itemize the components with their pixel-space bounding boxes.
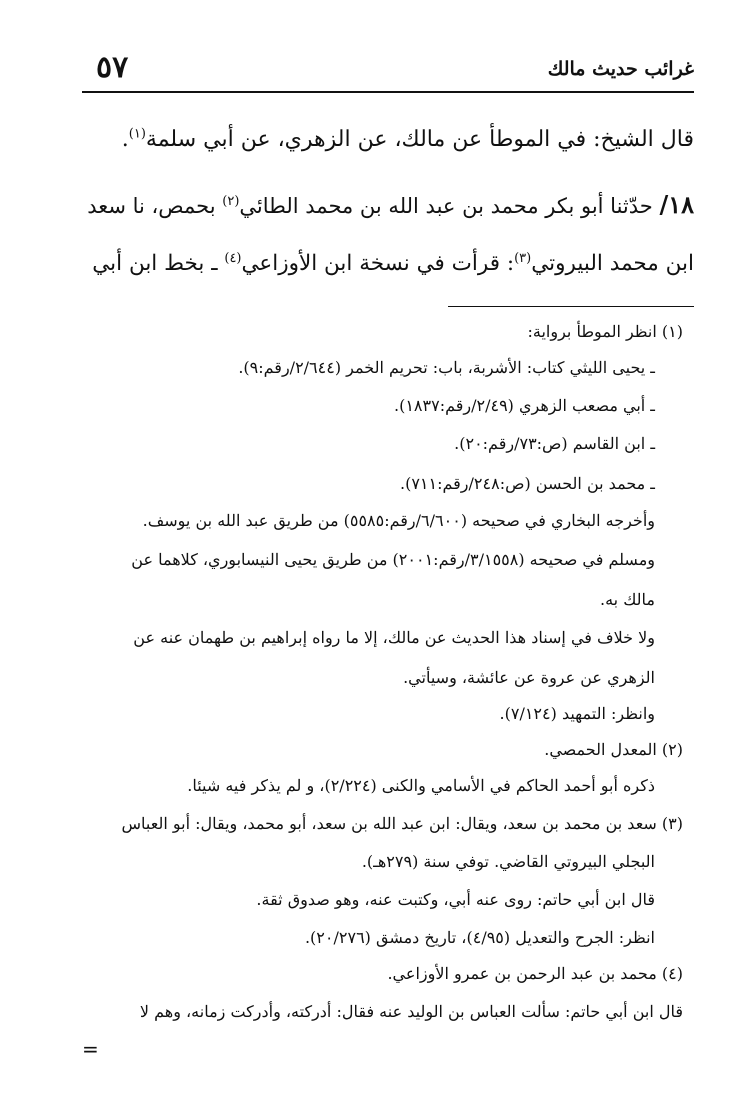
footnote-line: وأخرجه البخاري في صحيحه (٦/٦٠٠/رقم:٥٥٨٥) من طريق عبد الله بن يوسف.: [142, 511, 655, 530]
footnote-ref-2: (٢): [222, 194, 240, 209]
footnote-line: ذكره أبو أحمد الحاكم في الأسامي والكنى (٢/٢٢٤)، و لم يذكر فيه شيئا.: [187, 776, 655, 795]
footnote-line: وانظر: التمهيد (٧/١٢٤).: [499, 704, 655, 723]
footnote-line: ولا خلاف في إسناد هذا الحديث عن مالك، إلا ما رواه إبراهيم بن طهمان عنه عن: [133, 628, 655, 647]
body-text-segment: حدّثنا أبو بكر محمد بن عبد الله بن محمد الطائي: [239, 194, 653, 218]
running-title: غرائب حديث مالك: [547, 58, 694, 80]
header-rule: [82, 91, 694, 93]
body-line-1: [122, 127, 694, 152]
body-line-3: [92, 251, 694, 276]
footnote-line: (٣) سعد بن محمد بن سعد، ويقال: ابن عبد الله بن سعد، أبو محمد، ويقال: أبو العباس: [121, 814, 683, 833]
footnote-line: ـ محمد بن الحسن (ص:٢٤٨/رقم:٧١١).: [400, 474, 655, 493]
footnote-ref-4: (٤): [224, 250, 242, 266]
continuation-mark: =: [82, 1037, 99, 1061]
body-text-segment: بحمص، نا سعد: [87, 194, 216, 218]
hadith-number: ١٨/: [659, 190, 694, 219]
footnote-line: (٢) المعدل الحمصي.: [544, 740, 683, 759]
body-text-segment: : قرأت في نسخة ابن الأوزاعي: [241, 251, 515, 276]
body-text-segment: قال الشيخ: في الموطأ عن مالك، عن الزهري، عن أبي سلمة: [145, 127, 694, 152]
footnote-line: قال ابن أبي حاتم: روى عنه أبي، وكتبت عنه، وهو صدوق ثقة.: [256, 890, 655, 909]
page-number: ٥٧: [96, 50, 129, 85]
footnote-ref-1: (١): [128, 126, 146, 142]
body-text-segment: .: [121, 127, 129, 152]
footnote-line: ـ يحيى الليثي كتاب: الأشربة، باب: تحريم الخمر (٢/٦٤٤/رقم:٩).: [238, 358, 655, 377]
footnote-line: الزهري عن عروة عن عائشة، وسيأتي.: [403, 668, 655, 687]
footnote-separator: [448, 306, 694, 307]
footnote-line: (١) انظر الموطأ برواية:: [527, 322, 683, 341]
footnote-line: قال ابن أبي حاتم: سألت العباس بن الوليد عنه فقال: أدركته، وأدركت زمانه، وهم لا: [139, 1002, 683, 1021]
body-text-segment: ابن محمد البيروتي: [531, 251, 694, 276]
body-text-segment: ـ بخط ابن أبي: [92, 251, 218, 276]
body-line-2: [87, 190, 694, 219]
footnote-line: ـ أبي مصعب الزهري (٢/٤٩/رقم:١٨٣٧).: [393, 396, 655, 415]
footnote-ref-3: (٣): [514, 250, 532, 266]
footnote-line: ومسلم في صحيحه (٣/١٥٥٨/رقم:٢٠٠١) من طريق يحيى النيسابوري، كلاهما عن: [131, 550, 655, 569]
footnote-line: ـ ابن القاسم (ص:٧٣/رقم:٢٠).: [454, 434, 655, 453]
footnote-line: (٤) محمد بن عبد الرحمن بن عمرو الأوزاعي.: [387, 964, 683, 983]
footnote-line: البجلي البيروتي القاضي. توفي سنة (٢٧٩هـ).: [361, 852, 655, 871]
footnote-line: مالك به.: [599, 590, 655, 609]
running-header: [82, 50, 694, 90]
footnote-line: انظر: الجرح والتعديل (٤/٩٥)، تاريخ دمشق (٢٠/٢٧٦).: [304, 928, 655, 947]
